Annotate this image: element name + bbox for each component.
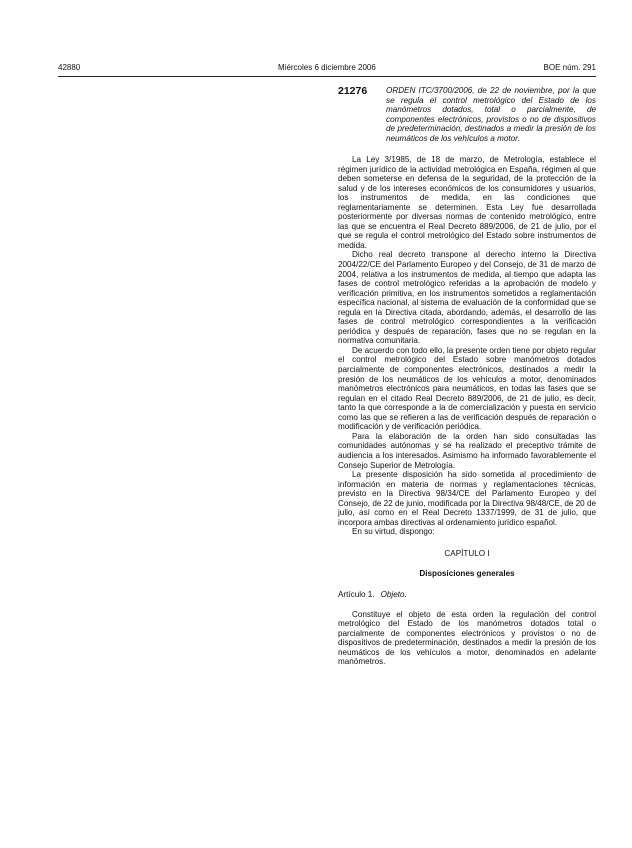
article-label: Artículo 1. [338, 589, 375, 599]
paragraph: La Ley 3/1985, de 18 de marzo, de Metrología, establece el régimen jurídico de la actividad metrológica en España, régimen al que deben someterse en defensa de la seguridad, de la protección de la salud y de los intereses económicos de los consumidores y usuarios, los instrumentos de medida, en las condiciones que reglamentariamente se determinen. Esta Ley fue desarrollada posteriormente por diversas normas de contenido metrológico, entre las que se encuentra el Real Decreto 889/2006, de 21 de julio, por el que se regula el control metrológico del Estado sobre instrumentos de medida. [338, 155, 596, 250]
right-text-column [338, 86, 596, 667]
order-number: 21276 [338, 85, 368, 97]
order-block [338, 86, 596, 143]
order-title: ORDEN ITC/3700/2006, de 22 de noviembre, por la que se regula el control metrológico del Estado de los manómetros dotados, total o parcialmente, de componentes electrónicos, provistos o no de dispositivos de predeterminación, destinados a medir la presión de los neumáticos de los vehículos a motor. [386, 86, 596, 143]
page-number: 42880 [58, 63, 81, 72]
paragraph: Para la elaboración de la orden han sido consultadas las comunidades autónomas y se ha realizado el preceptivo trámite de audiencia a los interesados. Asimismo ha informado favorablemente el Consejo Superior de Metrología. [338, 431, 596, 470]
preamble [338, 155, 596, 537]
paragraph: Dicho real decreto transpone al derecho interno la Directiva 2004/22/CE del Parlamento Europeo y del Consejo, de 31 de marzo de 2004, relativa a los instrumentos de medida, al tiempo que adapta las fases de control metrológico referidas a la aprobación de modelo y verificación primitiva, en los instrumentos sometidos a reglamentación específica nacional, al sistema de evaluación de la conformidad que se regula en la Directiva citada, abordando, además, el desarrollo de las fases de control metrológico correspondientes a la verificación periódica y después de reparación, fases que no se regulan en la normativa comunitaria. [338, 250, 596, 346]
article-title: Objeto. [380, 589, 407, 599]
page-header [58, 62, 596, 77]
publication-issue: BOE núm. 291 [543, 63, 596, 72]
publication-date: Miércoles 6 diciembre 2006 [278, 63, 376, 72]
section-heading: Disposiciones generales [419, 569, 515, 579]
chapter-heading: CAPÍTULO I [444, 548, 490, 558]
article-body: Constituye el objeto de esta orden la regulación del control metrológico del Estado de los manómetros dotados total o parcialmente de componentes electrónicos y provistos o no de dispositivos de predeterminación, destinados a medir la presión de los neumáticos de los vehículos a motor, denominados en adelante manómetros. [338, 609, 596, 667]
paragraph: De acuerdo con todo ello, la presente orden tiene por objeto regular el control metrológico del Estado sobre manómetros dotados parcialmente de componentes electrónicos, destinados a medir la presión de los neumáticos de los vehículos a motor, denominados manómetros electrónicos para neumáticos, en todas las fases que se regulan en el citado Real Decreto 889/2006, de 21 de julio, es decir, tanto la que corresponde a la de comercialización y puesta en servicio como las que se refieren a las de verificación después de reparación o modificación y de verificación periódica. [338, 345, 596, 432]
paragraph: La presente disposición ha sido sometida al procedimiento de información en materia de normas y reglamentaciones técnicas, previsto en la Directiva 98/34/CE del Parlamento Europeo y del Consejo, de 22 de junio, modificada por la Directiva 98/48/CE, de 20 de julio, así como en el Real Decreto 1337/1999, de 31 de julio, que incorpora ambas directivas al ordenamiento jurídico español. [338, 470, 596, 527]
article-heading [338, 590, 596, 600]
paragraph: En su virtud, dispongo: [352, 527, 435, 537]
